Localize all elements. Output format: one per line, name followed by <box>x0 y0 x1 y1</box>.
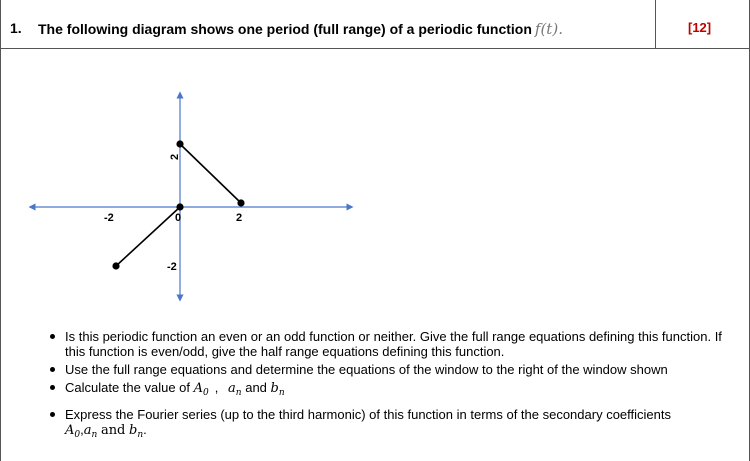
x-tick-pos2: 2 <box>236 212 243 224</box>
y-tick-pos2: 2 <box>169 153 181 160</box>
symbol-an-2-sub: n <box>91 430 98 440</box>
symbol-bn-base: b <box>270 381 279 396</box>
symbol-an <box>228 381 242 396</box>
separator-comma-2: , <box>80 422 84 437</box>
instruction-2-text: Use the full range equations and determine the equations of the window to the right of the window shown <box>65 362 668 377</box>
symbol-A0-2 <box>65 423 80 438</box>
symbol-an-2 <box>84 423 98 438</box>
symbol-an-base: a <box>228 381 236 396</box>
word-and: and <box>245 380 267 395</box>
instruction-4-text: Express the Fourier series (up to the third harmonic) of this function in terms of the secondary coefficients <box>65 407 671 422</box>
symbol-A0-2-base: A <box>65 423 75 438</box>
instruction-1-text: Is this periodic function an even or an odd function or neither. Give the full range equations defining this function. If this function is even/odd, give the half range equations defining this function. <box>65 329 722 359</box>
instruction-item-3 <box>48 380 738 401</box>
point-2-0 <box>237 199 244 206</box>
curve-segment-right <box>180 144 241 203</box>
x-tick-zero: 0 <box>175 212 182 224</box>
x-tick-neg2: -2 <box>104 212 114 224</box>
symbol-bn-2-sub: n <box>137 430 144 440</box>
question-marks: [12] <box>688 20 712 35</box>
symbol-bn-sub: n <box>278 388 285 398</box>
instruction-item-2 <box>48 362 738 377</box>
symbol-bn-2-base: b <box>129 423 138 438</box>
instruction-3-text: Calculate the value of <box>65 380 191 395</box>
symbol-A0 <box>194 381 209 396</box>
function-symbol: f(t). <box>534 20 563 38</box>
symbol-an-sub: n <box>235 388 242 398</box>
separator-comma: , <box>214 380 219 395</box>
curve-segment-left <box>116 207 180 266</box>
y-tick-neg2: -2 <box>167 261 177 273</box>
symbol-A0-base: A <box>193 381 204 396</box>
point-neg2-neg2 <box>112 262 119 269</box>
instruction-item-1 <box>48 329 738 359</box>
symbol-bn <box>271 381 285 396</box>
symbol-an-2-base: a <box>83 423 92 438</box>
symbol-A0-2-sub: 0 <box>74 430 81 440</box>
question-text-body: The following diagram shows one period (full range) of a periodic function <box>38 21 532 37</box>
instruction-list <box>48 329 738 446</box>
question-number: 1. <box>10 20 22 36</box>
end-period: . <box>143 422 147 437</box>
word-and-2: and <box>100 423 126 438</box>
symbol-A0-sub: 0 <box>203 388 209 398</box>
point-0-2 <box>176 140 183 147</box>
point-origin <box>176 203 183 210</box>
instruction-item-4 <box>48 407 738 443</box>
symbol-bn-2 <box>129 423 143 438</box>
